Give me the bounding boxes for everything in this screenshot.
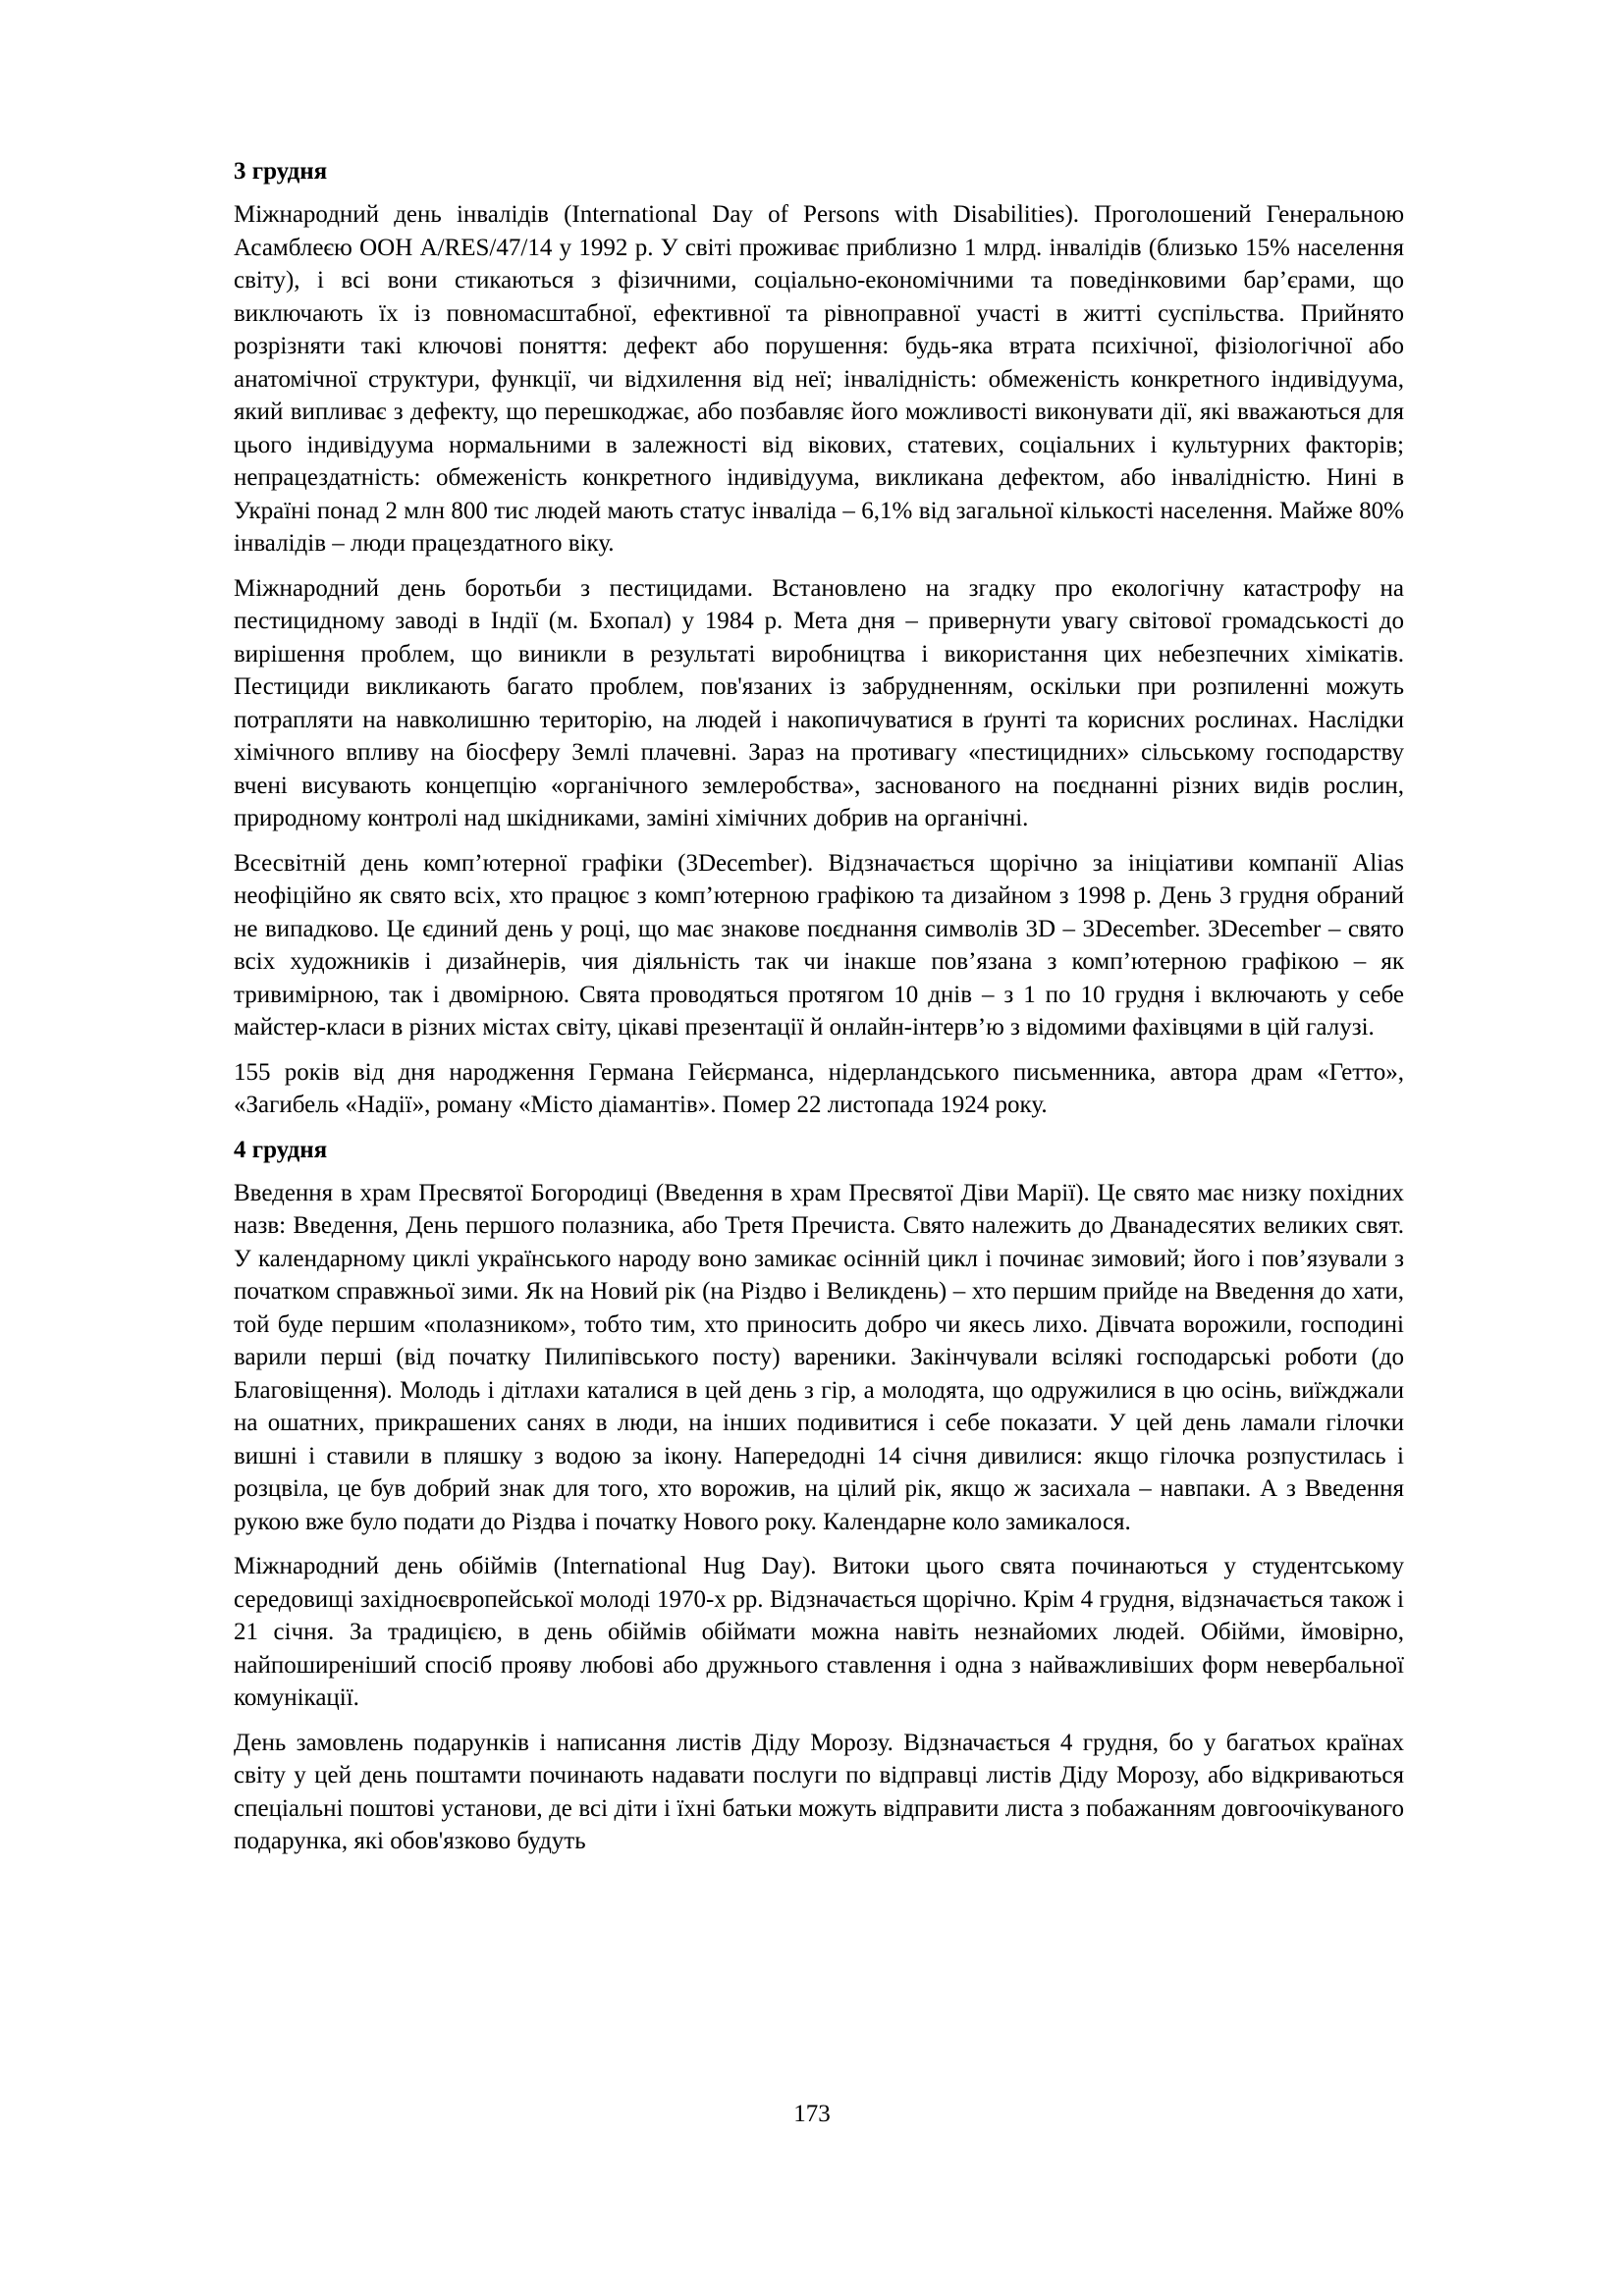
section-heading-dec-3: 3 грудня (234, 158, 328, 185)
paragraph-letters-to-ded-moroz: День замовлень подарунків і написання листів Діду Морозу. Відзначається 4 грудня, бо у багатьох країнах світу у цей день поштамти починають надавати послуги по відправці листів Діду Морозу, або відкриваються спеціальні поштові установи, де всі діти і їхні батьки можуть відправити листа з побажанням довгоочікуваного подарунка, які обов'язково будуть (234, 1729, 1404, 1854)
paragraph-presentation-of-theotokos: Введення в храм Пресвятої Богородиці (Введення в храм Пресвятої Діви Марії). Це свято має низку похідних назв: Введення, День першого полазника, або Третя Пречиста. Свято належить до Дванадесятих великих свят. У календарному циклі українського народу воно замикає осінній цикл і починає зимовий; його і пов’язували з початком справжньої зими. Як на Новий рік (на Різдво і Великдень) – хто першим прийде на Введення до хати, той буде першим «полазником», тобто тим, хто приносить добро чи якесь лихо. Дівчата ворожили, господині варили перші (від початку Пилипівського посту) вареники. Закінчували всілякі господарські роботи (до Благовіщення). Молодь і дітлахи каталися в цей день з гір, а молодята, що одружилися в цю осінь, виїжджали на ошатних, прикрашених санях в люди, на інших подивитися і себе показати. У цей день ламали гілочки вишні і ставили в пляшку з водою за ікону. Напередодні 14 січня дивилися: якщо гілочка розпустилась і розцвіла, це був добрий знак для того, хто ворожив, на цілий рік, якщо ж засихала – навпаки. А з Введення рукою вже було подати до Різдва і початку Нового року. Календарне коло замикалося. (234, 1179, 1404, 1535)
paragraph-disabilities-day: Міжнародний день інвалідів (International Day of Persons with Disabilities). Проголошений Генеральною Асамблеєю ООН A/RES/47/14 у 1992 р. У світі проживає приблизно 1 млрд. інвалідів (близько 15% населення світу), і всі вони стикаються з фізичними, соціально-економічними та поведінковими бар’єрами, що виключають їх із повномасштабної, ефективної та рівноправної участі в житті суспільства. Прийнято розрізняти такі ключові поняття: дефект або порушення: будь-яка втрата психічної, фізіологічної або анатомічної структури, функції, чи відхилення від неї; інвалідність: обмеженість конкретного індивідуума, який випливає з дефекту, що перешкоджає, або позбавляє його можливості виконувати дії, які вважаються для цього індивідуума нормальними в залежності від вікових, статевих, соціальних і культурних факторів; непрацездатність: обмеженість конкретного індивідуума, викликана дефектом, або інвалідністю. Нині в Україні понад 2 млн 800 тис людей мають статус інваліда – 6,1% від загальної кількості населення. Майже 80% інвалідів – люди працездатного віку. (234, 201, 1404, 557)
document-page (234, 155, 1404, 1870)
paragraph-pesticides-day: Міжнародний день боротьби з пестицидами. Встановлено на згадку про екологічну катастрофу на пестицидному заводі в Індії (м. Бхопал) у 1984 р. Мета дня – привернути увагу світової громадськості до вирішення проблем, що виникли в результаті виробництва і використання цих небезпечних хімікатів. Пестициди викликають багато проблем, пов'язаних із забрудненням, оскільки при розпиленні можуть потрапляти на навколишню територію, на людей і накопичуватися в ґрунті та корисних рослинах. Наслідки хімічного впливу на біосферу Землі плачевні. Зараз на противагу «пестицидних» сільському господарству вчені висувають концепцію «органічного землеробства», заснованого на поєднанні різних видів рослин, природному контролі над шкідниками, заміні хімічних добрив на органічні. (234, 574, 1404, 831)
paragraph-computer-graphics-day: Всесвітній день комп’ютерної графіки (3December). Відзначається щорічно за ініціативи компанії Alias неофіційно як свято всіх, хто працює з комп’ютерною графікою та дизайном з 1998 р. День 3 грудня обраний не випадково. Це єдиний день у році, що має знакове поєднання символів 3D – 3December. 3December – свято всіх художників і дизайнерів, чия діяльність так чи інакше пов’язана з комп’ютерною графікою – як тривимірною, так і двомірною. Свята проводяться протягом 10 днів – з 1 по 10 грудня і включають у себе майстер-класи в різних містах світу, цікаві презентації й онлайн-інтерв’ю з відомими фахівцями в цій галузі. (234, 849, 1404, 1041)
paragraph-hug-day: Міжнародний день обіймів (International Hug Day). Витоки цього свята починаються у студентському середовищі західноєвропейської молоді 1970-х рр. Відзначається щорічно. Крім 4 грудня, відзначається також і 21 січня. За традицією, в день обіймів обіймати можна навіть незнайомих людей. Обійми, ймовірно, найпоширеніший спосіб прояву любові або дружнього ставлення і одна з найважливіших форм невербальної комунікації. (234, 1553, 1404, 1711)
paragraph-heijermans-anniversary: 155 років від дня народження Германа Гейєрманса, нідерландського письменника, автора драм «Гетто», «Загибель «Надії», роману «Місто діамантів». Помер 22 листопада 1924 року. (234, 1058, 1404, 1118)
section-heading-dec-4: 4 грудня (234, 1136, 328, 1163)
page-number: 173 (793, 2101, 831, 2127)
